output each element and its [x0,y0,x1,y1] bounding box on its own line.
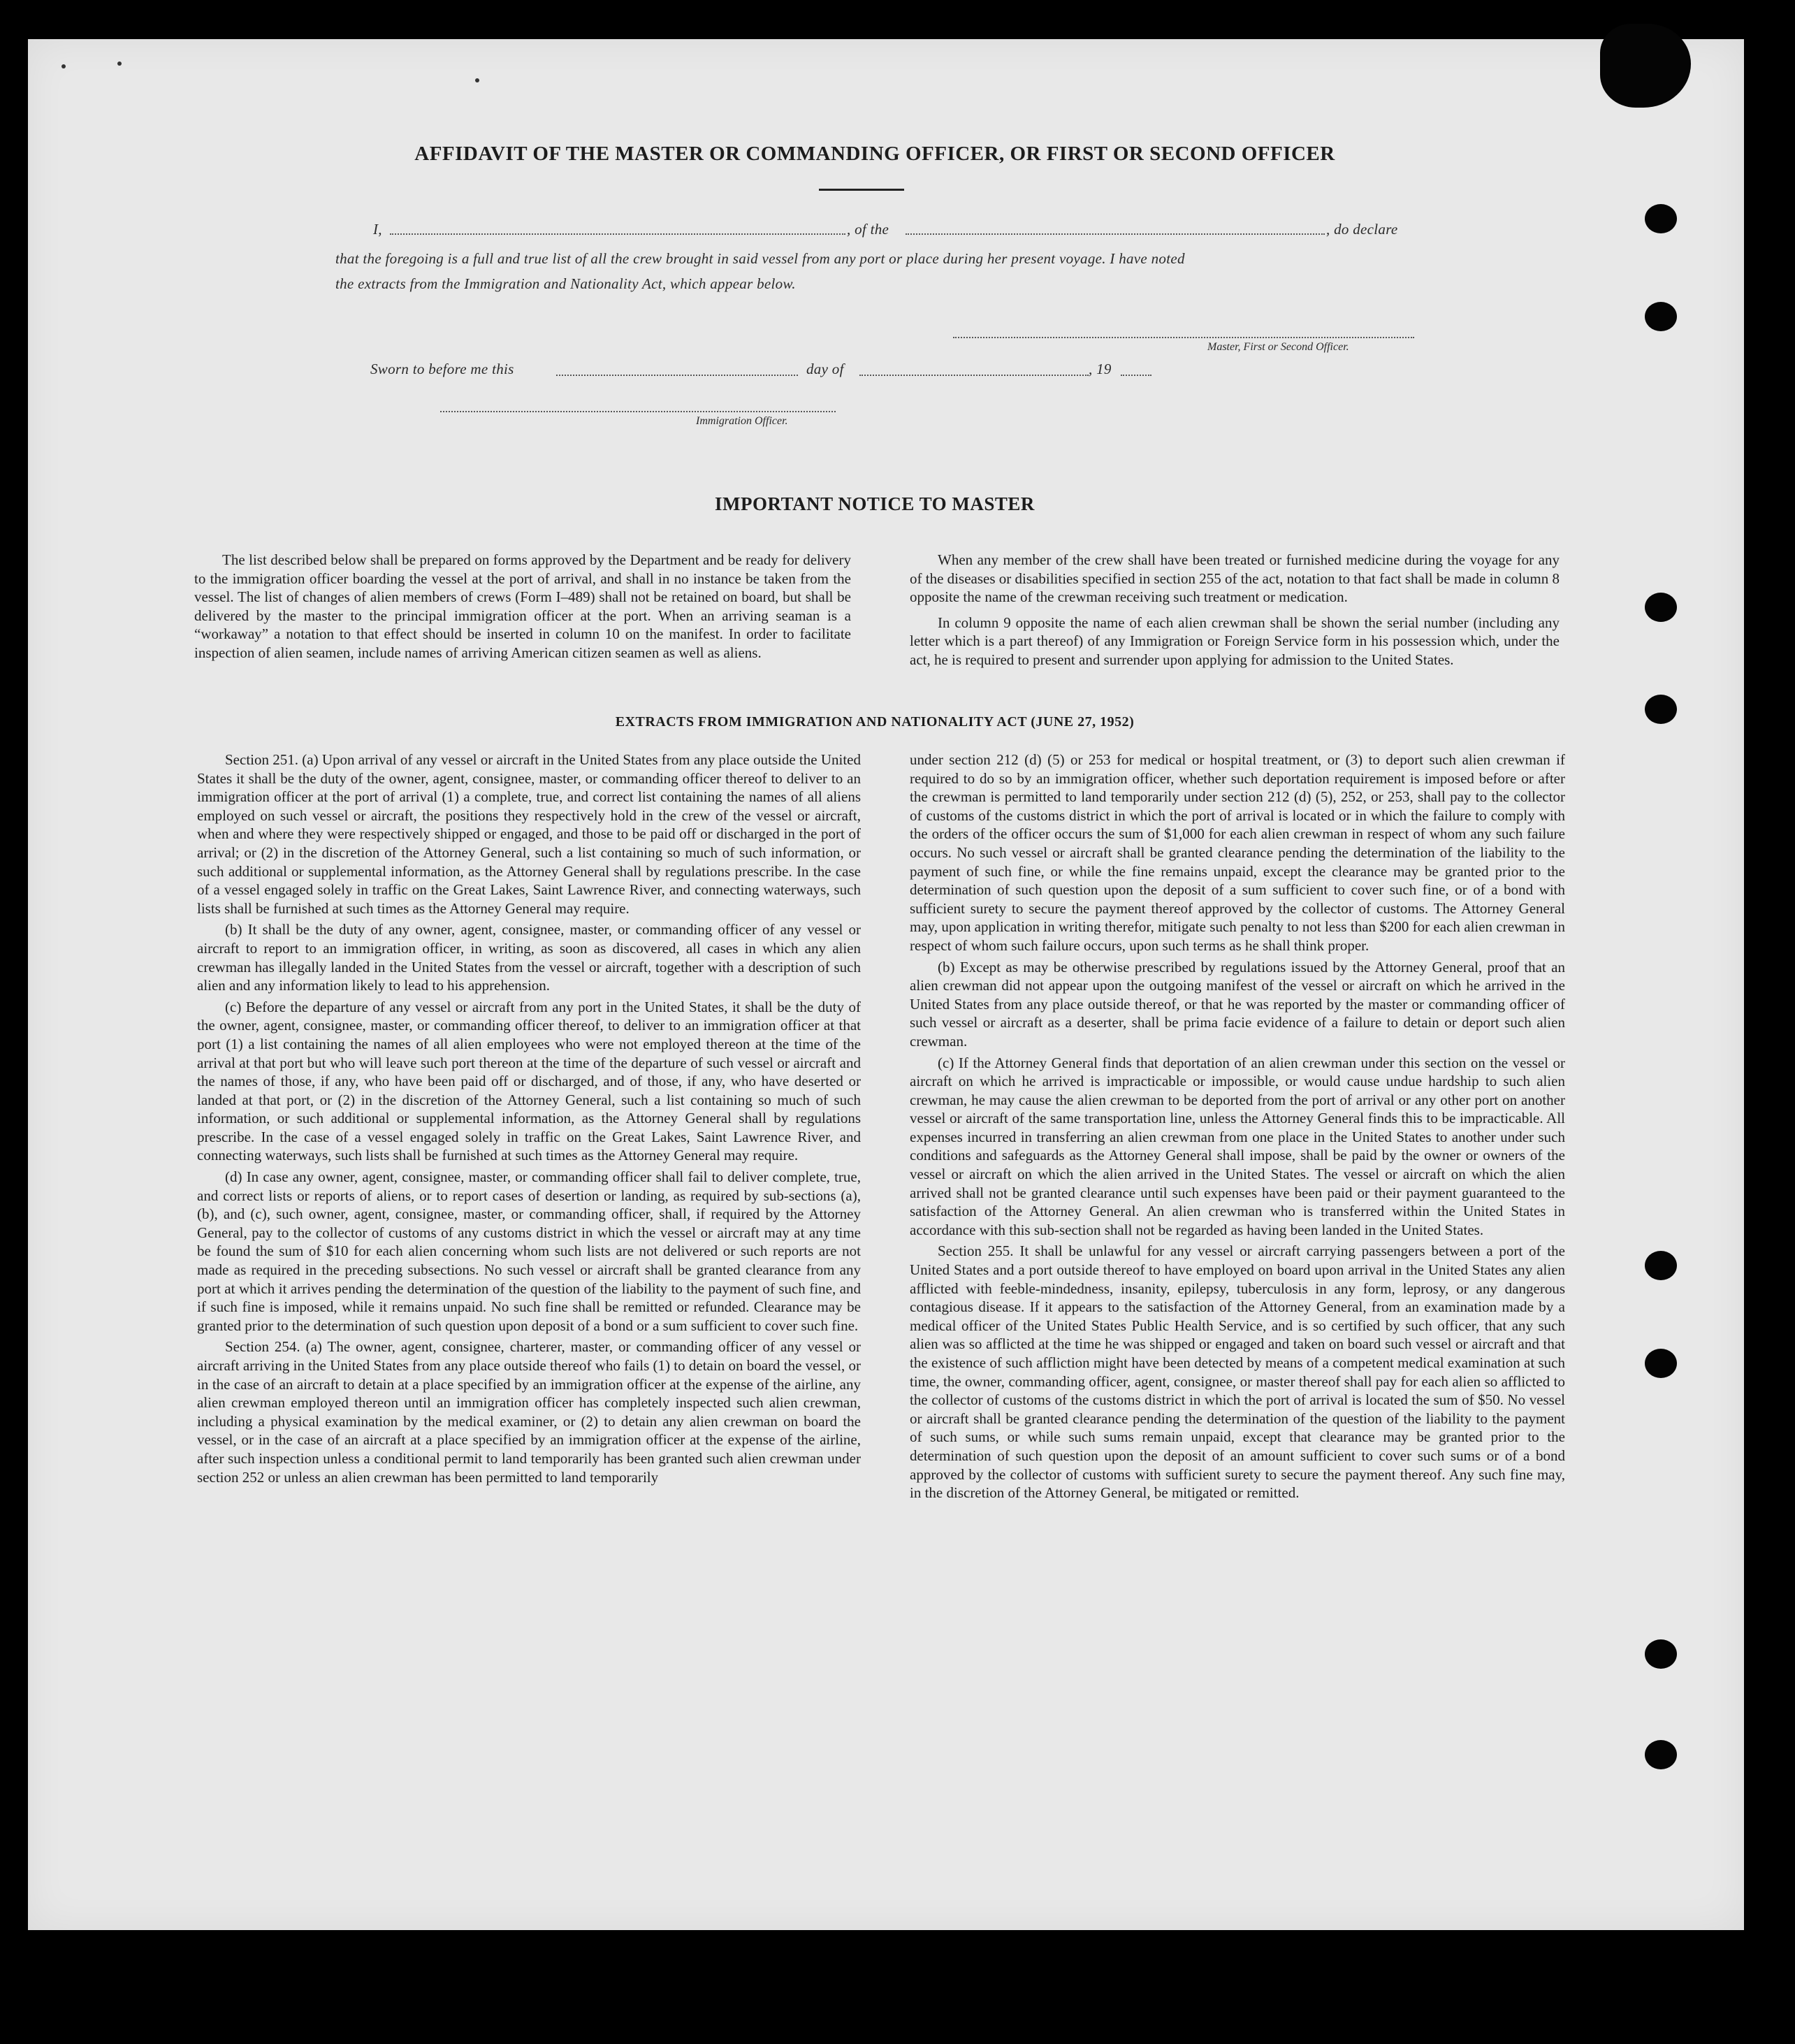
sworn-year-field[interactable] [1121,375,1151,376]
punch-hole [1645,593,1677,622]
punch-hole [1645,1251,1677,1280]
sworn-prefix: Sworn to before me this [370,361,514,377]
master-signature-field[interactable] [953,337,1414,338]
sworn-day-field[interactable] [556,375,798,376]
officer-signature-field[interactable] [440,411,836,412]
notice-paragraph: The list described below shall be prepared on forms approved by the Department and be ready for delivery to the immigration officer boarding the vessel at the port of arrival, and shall in no instance be taken from the vessel. The list of changes of alien members of crews (Form I–489) shall not be retained on board, but shall be delivered by the master to the principal immigration officer at the port. When an arriving seaman is a “workaway” a notation to that effect should be inserted in column 10 on the manifest. In order to facilitate inspection of alien seamen, include names of arriving American citizen seamen as well as aliens. [194,551,851,661]
statute-paragraph: (c) If the Attorney General finds that deportation of an alien crewman under this section on the vessel or aircraft on which he arrived is impracticable or impossible, or would cause undue hardship to such alien crewman, he may cause the alien crewman to be deported from the port of arrival or any other port on another vessel or aircraft of the same transportation line, unless the Attorney General finds this to be impracticable. All expenses incurred in transferring an alien crewman from one place in the United States to another under such conditions and safeguards as the Attorney General shall impose, shall be paid by the owner or owners of the vessel or aircraft on which the alien arrived in the United States. The vessel or aircraft on which the alien arrived shall not be granted clearance until such expenses have been paid or their payment guaranteed to the satisfaction of the Attorney General. An alien crewman who is transferred within the United States in accordance with this sub-section shall not be regarded as having been landed in the United States. [910,1054,1565,1238]
declarant-name-field[interactable] [390,233,845,235]
punch-hole [1645,302,1677,331]
punch-hole [1645,1639,1677,1669]
sworn-month-field[interactable] [859,375,1089,376]
extracts-right-column [910,751,1565,1505]
statute-paragraph: Section 254. (a) The owner, agent, consignee, charterer, master, or commanding officer of any vessel or aircraft arriving in the United States from any place outside thereof who fails (1) to detain on board the vessel, or in the case of an aircraft to detain at a place specified by an immigration officer at the expense of the airline, any alien crewman employed thereon until an immigration officer has completely inspected such alien crewman, including a physical examination by the medical examiner, or (2) to detain any alien crewman on board the vessel, or in the case of an aircraft at a place specified by an immigration officer at the expense of the airline, after such inspection unless a conditional permit to land temporarily has been granted such alien crewman under section 252 or unless an alien crewman has been permitted to land temporarily [197,1338,861,1486]
punch-hole [1645,204,1677,233]
extracts-left-column [197,751,861,1489]
sworn-day-of-label: day of [806,361,844,377]
statute-paragraph: (c) Before the departure of any vessel or aircraft from any port in the United States, it shall be the duty of the owner, agent, consignee, master, or commanding officer thereof, to deliver to an immigration officer at that port (1) a list containing the names of all alien employees who were not employed thereon at the time of the arrival at that port but who will leave such port thereon at the time of the departure of such vessel or aircraft and the names of those, if any, who have been paid off or discharged, and of those, if any, who have deserted or landed at that port, or (2) in the discretion of the Attorney General, such a list containing so much of such information, or such additional or supplemental information, as the Attorney General shall by regulations prescribe. In the case of a vessel engaged solely in traffic on the Great Lakes, Saint Lawrence River, and connecting waterways, such lists shall be furnished at such times as the Attorney General may require. [197,998,861,1164]
officer-signature-label: Immigration Officer. [696,415,788,427]
notice-left-column [194,551,851,665]
statute-paragraph: Section 255. It shall be unlawful for any vessel or aircraft carrying passengers between a port of the United States and a port outside thereof to have employed on board upon arrival in the United States any alien afflicted with feeble-mindedness, insanity, epilepsy, tuberculosis in any form, leprosy, or any dangerous contagious disease. If it appears to the satisfaction of the Attorney General, from an examination made by a medical officer of the United States Public Health Service, and is so certified by such officer, that any such alien was so afflicted at the time he was shipped or engaged and taken on board such vessel or aircraft and that the existence of such affliction might have been detected by means of a competent medical examination at such time, the owner, commanding officer, agent, consignee, or master thereof shall pay for each alien so afflicted to the collector of customs of the customs district in which the port of arrival is located the sum of $50. No vessel or aircraft shall be granted clearance pending the determination of the question of the liability to the payment of such sums, or while such sums remain unpaid, except that clearance may be granted prior to the determination of such question upon the deposit of an amount sufficient to cover such sums or of a bond approved by the collector of customs with sufficient surety to secure the payment thereof. Any such fine may, in the discretion of the Attorney General, be mitigated or remitted. [910,1242,1565,1502]
scan-speck [475,78,479,82]
declaration-text-line: that the foregoing is a full and true list of all the crew brought in said vessel from any port or place during her present voyage. I have noted [335,250,1185,267]
punch-hole [1645,1349,1677,1378]
statute-paragraph: under section 212 (d) (5) or 253 for medical or hospital treatment, or (3) to deport such alien crewman if required to do so by an immigration officer, whether such deportation requirement is imposed before or after the crewman is permitted to land temporarily under section 212 (d) (5), 252, or 253, shall pay to the collector of customs of the customs district in which the port of arrival is located or in which the failure to comply with the orders of the officer occurs the sum of $1,000 for each alien crewman in respect of whom any such failure occurs. No such vessel or aircraft shall be granted clearance pending the determination of the liability to the payment of such fine, or while the fine remains unpaid, except the clearance may be granted prior to the determination of such question upon the deposit of a sum sufficient to cover such fine, or of a bond with sufficient surety to secure the payment thereof approved by the collector of customs. The Attorney General may, upon application in writing therefor, mitigate such penalty to not less than $200 for each alien crewman in respect of whom such failure occurs, upon such terms as he shall think proper. [910,751,1565,954]
notice-paragraph: In column 9 opposite the name of each alien crewman shall be shown the serial number (including any letter which is a part thereof) of any Immigration or Foreign Service form in his possession which, under the act, he is required to present and surrender upon applying for admission to the United States. [910,614,1560,668]
notice-paragraph: When any member of the crew shall have been treated or furnished medicine during the voyage for any of the diseases or disabilities specified in section 255 of the act, notation to that fact shall be made in column 8 opposite the name of the crewman receiving such treatment or medication. [910,551,1560,606]
scan-speck [117,61,122,66]
statute-paragraph: (b) It shall be the duty of any owner, agent, consignee, master, or commanding officer of any vessel or aircraft to report to an immigration officer, in writing, as soon as discovered, all cases in which any alien crewman has illegally landed in the United States from the vessel or aircraft, together with a description of such alien and any information likely to lead to his apprehension. [197,921,861,994]
notice-title: IMPORTANT NOTICE TO MASTER [715,493,1035,514]
declaration-i-label: I, [373,221,382,238]
punch-hole [1645,1740,1677,1769]
statute-paragraph: Section 251. (a) Upon arrival of any vessel or aircraft in the United States from any place outside the United States it shall be the duty of the owner, agent, consignee, master, or commanding officer thereof to deliver to an immigration officer at the port of arrival (1) a complete, true, and correct list containing the names of all aliens employed on such vessel or aircraft, the positions they respectively hold in the crew of the vessel or aircraft, when and where they were respectively shipped or engaged, and those to be paid off or discharged in the port of arrival; or (2) in the discretion of the Attorney General, such a list containing so much of such information, or such additional or supplemental information, as the Attorney General shall by regulations prescribe. In the case of a vessel engaged solely in traffic on the Great Lakes, Saint Lawrence River, and connecting waterways, such lists shall be furnished at such times as the Attorney General may require. [197,751,861,917]
vessel-name-field[interactable] [906,233,1325,235]
master-signature-label: Master, First or Second Officer. [1207,341,1349,353]
extracts-title: EXTRACTS FROM IMMIGRATION AND NATIONALITY ACT (JUNE 27, 1952) [615,714,1135,730]
scan-speck [61,64,66,68]
declaration-of-the-label: , of the [847,221,889,238]
declaration-do-declare-label: , do declare [1326,221,1398,238]
notice-right-column [910,551,1560,672]
statute-paragraph: (d) In case any owner, agent, consignee, master, or commanding officer shall fail to deliver complete, true, and correct lists or reports of aliens, or to report cases of desertion or landing, as required by sub-sections (a), (b), and (c), such owner, agent, consignee, master, or commanding officer, shall, if required by the Attorney General, pay to the collector of customs of any customs district in which the vessel or aircraft may at any time be found the sum of $10 for each alien concerning whom such lists are not delivered or such reports are not made as required in the preceding subsections. No such vessel or aircraft shall be granted clearance from any port at which it arrives pending the determination of the question of the liability to the payment of such fine, and if such fine is imposed, while it remains unpaid. No such fine shall be remitted or refunded. Clearance may be granted prior to the determination of such question upon deposit of a bond or a sum sufficient to cover such fine. [197,1168,861,1334]
sworn-year-label: , 19 [1089,361,1112,377]
title-underline [819,189,904,191]
declaration-text-line: the extracts from the Immigration and Nationality Act, which appear below. [335,275,796,292]
affidavit-title: AFFIDAVIT OF THE MASTER OR COMMANDING OFFICER, OR FIRST OR SECOND OFFICER [414,143,1335,165]
statute-paragraph: (b) Except as may be otherwise prescribed by regulations issued by the Attorney General, proof that an alien crewman did not appear upon the outgoing manifest of the vessel or aircraft on which he arrived in the United States from any place outside thereof, or that he was reported by the master or commanding officer of such vessel or aircraft as a deserter, shall be prima facie evidence of a failure to detain or deport such alien crewman. [910,958,1565,1050]
